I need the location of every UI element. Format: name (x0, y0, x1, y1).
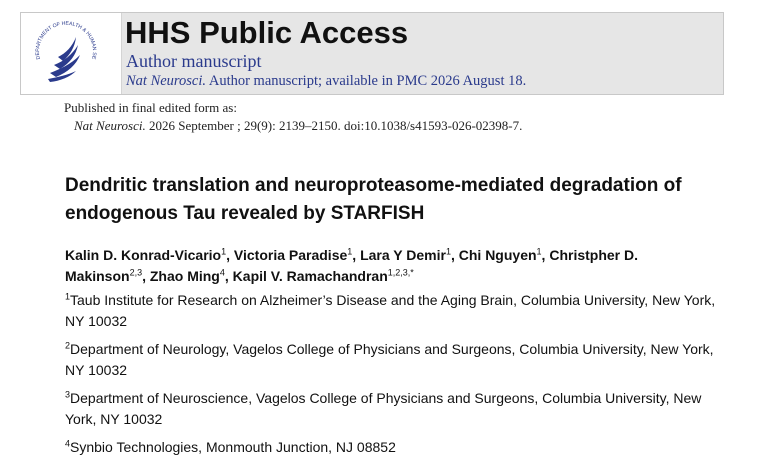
author-affiliation-ref: 1,2,3,* (387, 267, 414, 278)
banner-title: HHS Public Access (125, 15, 409, 50)
author-affiliation-ref: 1 (445, 246, 451, 257)
logo-container (21, 13, 122, 94)
logo-ring-text: DEPARTMENT OF HEALTH & HUMAN SE (34, 20, 98, 60)
journal-name: Nat Neurosci. (126, 73, 207, 89)
author: Lara Y Demir (360, 247, 446, 263)
availability-text: Author manuscript; available in PMC 2026 August 18. (206, 73, 527, 89)
affiliation-number: 4 (65, 438, 71, 449)
affiliation-number: 2 (65, 340, 71, 351)
affiliation (65, 290, 725, 332)
author-affiliation-ref: 1 (221, 246, 227, 257)
author-affiliation-ref: 2,3 (129, 267, 143, 278)
affiliation-text: Department of Neurology, Vagelos College of Physicians and Surgeons, Columbia University, New York, NY 10032 (65, 341, 714, 378)
hhs-public-access-banner (20, 12, 724, 95)
affiliation (65, 339, 725, 381)
affiliation-number: 1 (65, 291, 71, 302)
hhs-eagle-logo-icon (30, 19, 102, 89)
author: Kapil V. Ramachandran (232, 268, 388, 284)
author: Chi Nguyen (458, 247, 537, 263)
affiliation-number: 3 (65, 389, 71, 400)
author-affiliation-ref: 4 (219, 267, 225, 278)
author-affiliation-ref: 1 (347, 246, 353, 257)
citation-line (74, 118, 522, 134)
author-affiliation-ref: 1 (536, 246, 542, 257)
citation-journal: Nat Neurosci. (74, 118, 146, 133)
banner-subtitle: Author manuscript (126, 51, 262, 71)
citation-details: 2026 September ; 29(9): 2139–2150. doi:10.1038/s41593-026-02398-7. (145, 118, 523, 133)
author: Victoria Paradise (233, 247, 348, 263)
article-title: Dendritic translation and neuroproteasome-mediated degradation of endogenous Tau revealed by STARFISH (65, 175, 682, 224)
author: Zhao Ming (149, 268, 220, 284)
affiliation-text: Department of Neuroscience, Vagelos College of Physicians and Surgeons, Columbia University, New York, NY 10032 (65, 390, 702, 427)
author: Christpher D. Makinson (65, 247, 639, 284)
affiliation (65, 437, 725, 458)
author: Kalin D. Konrad-Vicario (65, 247, 222, 263)
affiliation-text: Taub Institute for Research on Alzheimer’s Disease and the Aging Brain, Columbia University, New York, NY 10032 (65, 292, 716, 329)
published-label: Published in final edited form as: (64, 100, 237, 115)
affiliation-text: Synbio Technologies, Monmouth Junction, NJ 08852 (70, 439, 396, 455)
affiliation (65, 388, 725, 430)
author-list: Kalin D. Konrad-Vicario$^1$, Victoria Paradise$^1$, Lara Y Demir$^1$, Chi Nguyen$^1$, Christpher D. Makinson$^{2,3}$, Zhao Ming$^4$, Kapil V. Ramachandran$^{1,2,3,*}$ (65, 246, 639, 284)
availability-line (126, 72, 526, 90)
